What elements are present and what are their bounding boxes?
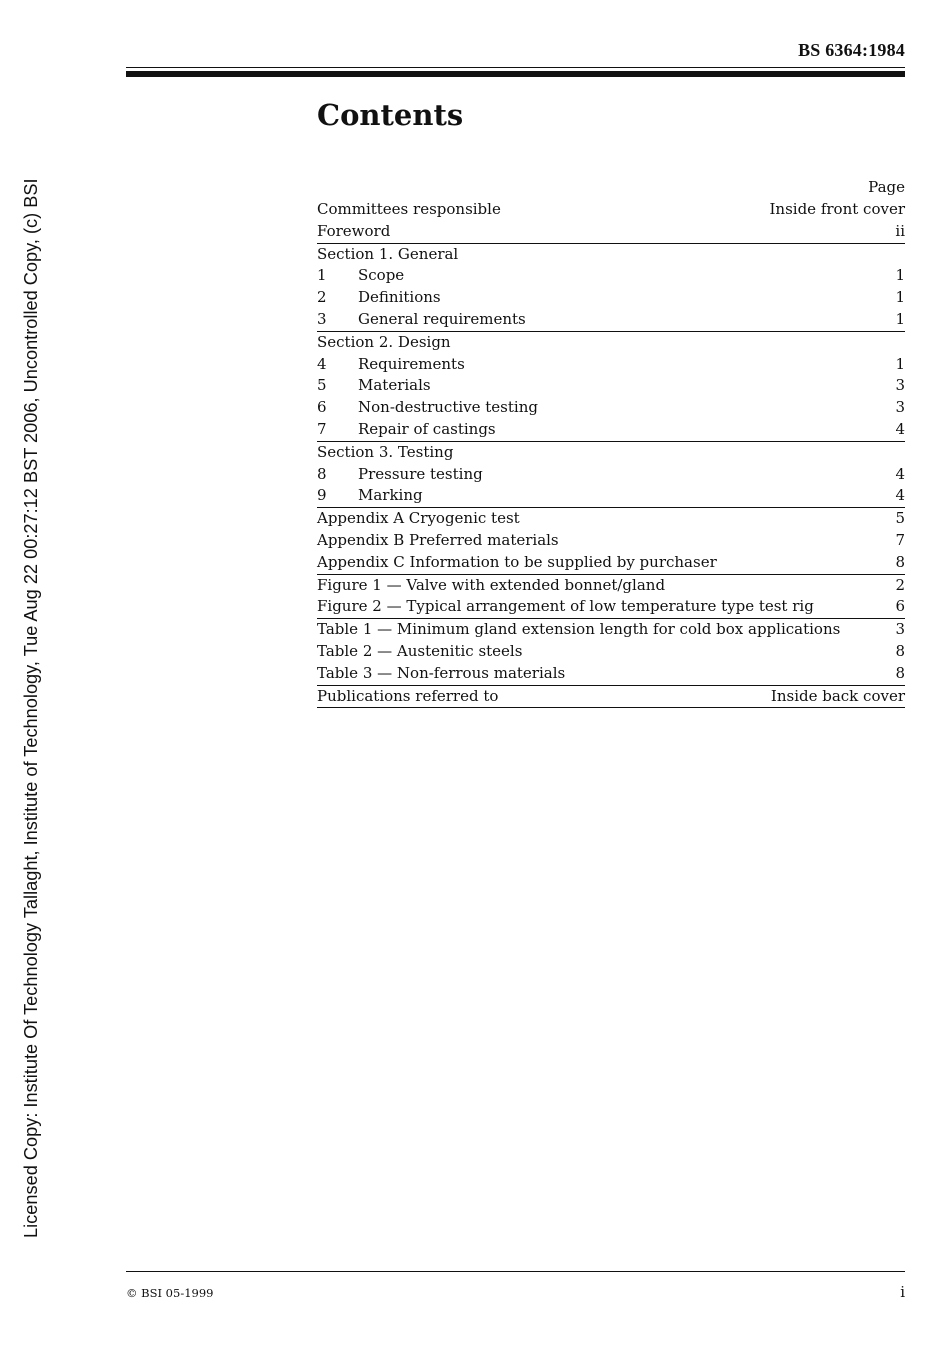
toc-entry — [317, 530, 905, 552]
toc-entry-label: Appendix B Preferred materials — [317, 530, 559, 549]
toc-entry-page: 8 — [895, 552, 905, 571]
toc-entry-label: 5 Materials — [317, 375, 431, 397]
toc-entry-label: Appendix A Cryogenic test — [317, 509, 520, 528]
toc-entry-page: 1 — [895, 266, 905, 285]
toc-entry-label: 9 Marking — [317, 485, 423, 507]
toc-entry-number: 3 — [317, 309, 327, 328]
toc-entry-page: 8 — [895, 641, 905, 660]
toc-section-heading — [317, 332, 905, 354]
page-number: i — [900, 1283, 905, 1301]
toc-entry — [317, 375, 905, 397]
document-code: BS 6364:1984 — [798, 40, 905, 60]
toc-entry-label: Committees responsible — [317, 200, 501, 218]
toc-entry-label: 1 Scope — [317, 265, 404, 287]
toc-entry — [317, 619, 905, 641]
toc-entry-number: 8 — [317, 464, 327, 483]
toc-section-heading — [317, 244, 905, 266]
toc-entry — [317, 663, 905, 686]
toc-entry-page: 1 — [895, 288, 905, 307]
toc-entry — [317, 265, 905, 287]
toc-section-heading — [317, 442, 905, 464]
page-column-heading: Page — [868, 178, 905, 196]
toc-entry-page: 3 — [895, 398, 905, 417]
toc-entry-page: 4 — [895, 486, 905, 505]
copyright-notice: © BSI 05-1999 — [126, 1286, 214, 1300]
toc-entry-page: 8 — [895, 663, 905, 682]
toc-entry-number: 5 — [317, 376, 327, 395]
toc-entry-label: Appendix C Information to be supplied by purchaser — [317, 552, 717, 571]
toc-entry-label: 6 Non-destructive testing — [317, 397, 538, 419]
toc-entry-page: 4 — [895, 464, 905, 483]
toc-entry — [317, 397, 905, 419]
toc-entry — [317, 485, 905, 508]
toc-entry-label: Figure 1 — Valve with extended bonnet/gland — [317, 575, 666, 594]
toc-entry-page: Inside front cover — [769, 200, 905, 218]
toc-entry — [317, 464, 905, 486]
toc-entry — [317, 575, 905, 597]
toc-entry-number: 1 — [317, 266, 327, 285]
toc-entry — [317, 596, 905, 619]
toc-entry-page: Inside back cover — [770, 686, 905, 705]
toc-entry-label: Figure 2 — Typical arrangement of low temperature type test rig — [317, 597, 814, 616]
license-stamp: Licensed Copy: Institute Of Technology Tallaght, Institute of Technology, Tue Aug 22 00:27:12 BST 2006, Uncontrolled Copy, (c) BSI — [21, 178, 41, 1238]
toc-entry — [317, 199, 905, 221]
toc-entry — [317, 221, 905, 244]
header-rule-thin — [126, 67, 905, 68]
toc-entry-number: 4 — [317, 354, 327, 373]
toc-entry — [317, 354, 905, 376]
toc-entry-page: 3 — [895, 620, 905, 639]
toc-entry — [317, 641, 905, 663]
header-rule-thick — [126, 71, 905, 77]
toc-entry-label: Section 2. Design — [317, 332, 451, 351]
toc-entry — [317, 287, 905, 309]
toc-entry — [317, 552, 905, 575]
toc-entry-label: Section 3. Testing — [317, 442, 454, 461]
toc-entry-page: ii — [895, 221, 905, 240]
page-title: Contents — [317, 98, 464, 132]
toc-entry-label: Table 1 — Minimum gland extension length for cold box applications — [317, 620, 841, 639]
toc-entry-label: 8 Pressure testing — [317, 464, 483, 486]
toc-entry-page: 5 — [895, 509, 905, 528]
toc-entry-page: 1 — [895, 309, 905, 328]
toc-entry-page: 2 — [895, 575, 905, 594]
toc-entry-page: 1 — [895, 354, 905, 373]
toc-entry — [317, 309, 905, 332]
toc-entry — [317, 686, 905, 709]
toc-entry — [317, 419, 905, 442]
toc-entry-label: 4 Requirements — [317, 354, 465, 376]
toc-entry-label: Table 3 — Non-ferrous materials — [317, 663, 566, 682]
table-of-contents — [317, 178, 905, 708]
toc-entry-number: 9 — [317, 486, 327, 505]
footer-rule — [126, 1271, 905, 1272]
toc-entry-number: 2 — [317, 288, 327, 307]
toc-entry-label: Foreword — [317, 221, 391, 240]
toc-entry — [317, 508, 905, 530]
toc-entry-label: 2 Definitions — [317, 287, 441, 309]
toc-entry-label: Publications referred to — [317, 686, 499, 705]
toc-entry-label: Table 2 — Austenitic steels — [317, 641, 523, 660]
toc-entry-page: 6 — [895, 597, 905, 616]
toc-entry-label: Section 1. General — [317, 244, 459, 263]
toc-entry-number: 7 — [317, 419, 327, 438]
toc-entry-page: 3 — [895, 376, 905, 395]
toc-entry-label: 3 General requirements — [317, 309, 526, 331]
toc-entry-number: 6 — [317, 398, 327, 417]
toc-entry-page: 7 — [895, 530, 905, 549]
toc-entry-label: 7 Repair of castings — [317, 419, 496, 441]
toc-entry-page: 4 — [895, 419, 905, 438]
